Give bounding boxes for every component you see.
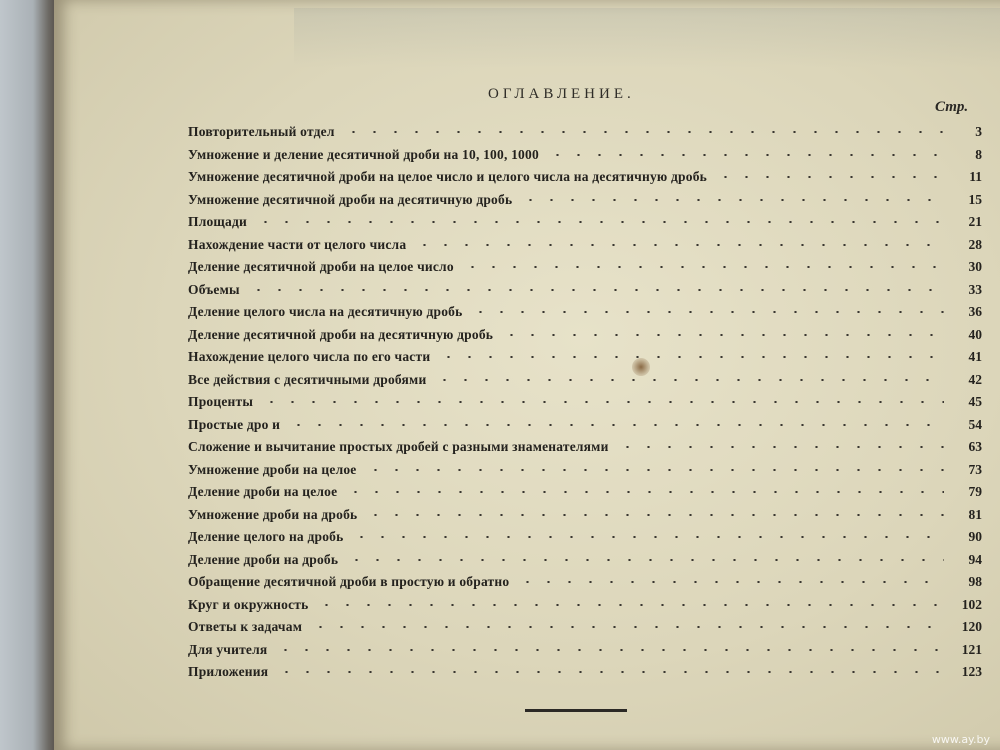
toc-entry-page: 40: [968, 326, 982, 342]
toc-entry-title: Объемы: [188, 281, 240, 297]
toc-entry-page: 121: [961, 641, 982, 657]
toc-entry: [188, 439, 982, 462]
toc-entry-page: 30: [968, 259, 982, 274]
leader-dots: [276, 671, 944, 673]
toc-entry-title: Нахождение части от целого числа: [188, 236, 407, 252]
leader-dots: [434, 379, 944, 381]
page-column-label: Стр.: [935, 99, 969, 115]
leader-dots: [517, 581, 944, 583]
toc-entry-page: 33: [968, 281, 982, 297]
toc-entry: [188, 462, 982, 485]
toc-entry-title: Умножение десятичной дроби на целое число и целого числа на десятичную дробь: [188, 169, 707, 184]
table-of-contents: [188, 124, 982, 687]
toc-entry-title: Повторительный отдел: [188, 124, 335, 139]
toc-entry-title: Деление дроби на целое: [188, 484, 338, 499]
toc-entry-title: Умножение и деление десятичной дроби на 10, 100, 1000: [188, 146, 539, 162]
toc-entry-page: 90: [968, 529, 982, 544]
toc-entry-page: 21: [968, 214, 982, 229]
toc-entry-title: Проценты: [188, 394, 254, 409]
toc-entry-title: Простые дро и: [188, 416, 281, 432]
toc-entry-title: Деление десятичной дроби на десятичную дробь: [188, 326, 494, 342]
toc-entry-page: 42: [968, 371, 982, 387]
toc-entry: [188, 372, 982, 395]
toc-entry-page: 79: [968, 484, 982, 499]
toc-entry-title: Деление целого на дробь: [188, 529, 344, 544]
toc-entry-title: Сложение и вычитание простых дробей с разными знаменателями: [188, 439, 609, 454]
leader-dots: [520, 199, 944, 201]
leader-dots: [438, 356, 944, 358]
toc-entry: [188, 237, 982, 260]
leader-dots: [255, 221, 944, 223]
toc-entry: [188, 664, 982, 687]
toc-entry-title: Ответы к задачам: [188, 619, 303, 634]
toc-entry-page: 45: [968, 394, 982, 409]
leader-dots: [310, 626, 944, 628]
leader-dots: [470, 311, 944, 313]
toc-entry-page: 94: [968, 551, 982, 567]
toc-entry-page: 15: [968, 191, 982, 207]
toc-entry: [188, 147, 982, 170]
toc-entry: [188, 552, 982, 575]
toc-entry-title: Деление целого числа на десятичную дробь: [188, 304, 463, 319]
leader-dots: [351, 536, 944, 538]
toc-entry-title: Деление десятичной дроби на целое число: [188, 259, 454, 274]
toc-entry-title: Площади: [188, 214, 247, 229]
paper-stain: [632, 358, 650, 376]
toc-entry-title: Умножение дроби на дробь: [188, 506, 358, 522]
watermark: www.ay.by: [931, 733, 990, 746]
toc-entry-title: Умножение десятичной дроби на десятичную дробь: [188, 191, 513, 207]
toc-entry: [188, 327, 982, 350]
toc-entry-page: 102: [961, 596, 982, 612]
toc-entry: [188, 259, 982, 282]
background-edge: [0, 0, 60, 750]
toc-entry: [188, 124, 982, 147]
toc-entry-page: 41: [968, 349, 982, 364]
toc-entry: [188, 574, 982, 597]
toc-entry-page: 73: [968, 461, 982, 477]
toc-entry-page: 36: [968, 304, 982, 319]
toc-entry-title: Деление дроби на дробь: [188, 551, 339, 567]
toc-entry: [188, 169, 982, 192]
page-heading: ОГЛАВЛЕНИЕ.: [488, 86, 635, 102]
leader-dots: [365, 514, 944, 516]
toc-entry-page: 81: [968, 506, 982, 522]
leader-dots: [261, 401, 944, 403]
toc-entry-page: 98: [968, 574, 982, 589]
leader-dots: [248, 289, 944, 291]
leader-dots: [501, 334, 944, 336]
toc-entry: [188, 394, 982, 417]
toc-entry: [188, 214, 982, 237]
toc-entry: [188, 282, 982, 305]
toc-entry-page: 120: [961, 619, 982, 634]
toc-entry-title: Умножение дроби на целое: [188, 461, 357, 477]
toc-entry: [188, 529, 982, 552]
end-rule: [525, 709, 627, 712]
toc-entry-page: 63: [968, 439, 982, 454]
toc-entry: [188, 484, 982, 507]
toc-entry: [188, 597, 982, 620]
toc-entry-title: Для учителя: [188, 641, 268, 657]
toc-entry-page: 123: [961, 664, 982, 679]
toc-entry: [188, 619, 982, 642]
bleed-through: [294, 8, 1000, 68]
toc-entry-page: 11: [969, 169, 982, 184]
toc-entry: [188, 349, 982, 372]
leader-dots: [343, 131, 944, 133]
toc-entry-title: Приложения: [188, 664, 269, 679]
toc-entry: [188, 417, 982, 440]
toc-entry: [188, 192, 982, 215]
leader-dots: [414, 244, 944, 246]
leader-dots: [715, 176, 944, 178]
leader-dots: [547, 154, 944, 156]
toc-entry-title: Нахождение целого числа по его части: [188, 349, 431, 364]
toc-entry-title: Обращение десятичной дроби в простую и обратно: [188, 574, 510, 589]
leader-dots: [275, 649, 944, 651]
toc-entry-page: 8: [975, 146, 982, 162]
leader-dots: [346, 559, 944, 561]
leader-dots: [345, 491, 944, 493]
toc-entry-page: 54: [968, 416, 982, 432]
leader-dots: [316, 604, 944, 606]
toc-entry-title: Все действия с десятичными дробями: [188, 371, 427, 387]
toc-entry-title: Круг и окружность: [188, 596, 309, 612]
toc-entry-page: 28: [968, 236, 982, 252]
leader-dots: [365, 469, 945, 471]
leader-dots: [288, 424, 944, 426]
leader-dots: [617, 446, 944, 448]
toc-entry-page: 3: [975, 124, 982, 139]
toc-entry: [188, 304, 982, 327]
leader-dots: [462, 266, 944, 268]
toc-entry: [188, 507, 982, 530]
toc-entry: [188, 642, 982, 665]
